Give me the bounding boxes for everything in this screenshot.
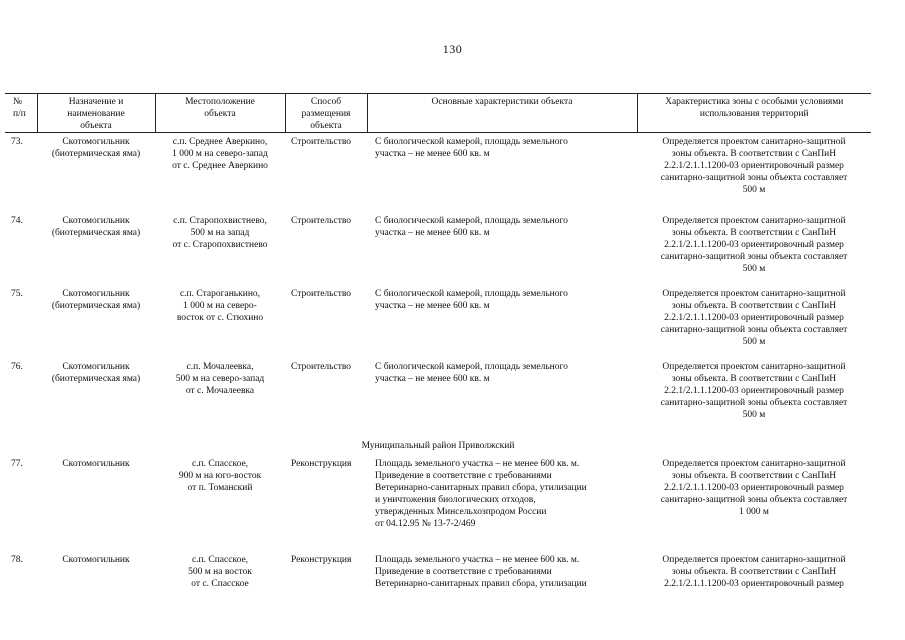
table-row	[5, 554, 871, 590]
table-row	[5, 351, 871, 430]
row-name: Скотомогильник (биотермическая яма)	[51, 289, 141, 311]
row-zone: Определяется проектом санитарно-защитной зоны объекта. В соответствии с СанПиН 2.2.1/2.1.1.1200-03 ориентировочный размер санитарно-защитной зоны объекта составляет 500 м	[660, 137, 848, 195]
row-method: Строительство	[291, 216, 352, 226]
table-header-row	[5, 94, 871, 133]
row-method: Строительство	[291, 289, 352, 299]
row-method: Реконструкция	[291, 459, 352, 469]
row-name: Скотомогильник	[62, 459, 130, 469]
region-heading-row	[5, 430, 871, 458]
row-characteristics: С биологической камерой, площадь земельного участка – не менее 600 кв. м	[375, 216, 568, 238]
table-row	[5, 133, 871, 206]
row-characteristics: С биологической камерой, площадь земельного участка – не менее 600 кв. м	[375, 362, 568, 384]
row-zone: Определяется проектом санитарно-защитной зоны объекта. В соответствии с СанПиН 2.2.1/2.1.1.1200-03 ориентировочный размер санитарно-защитной зоны объекта составляет 500 м	[660, 216, 848, 274]
header-placement-method: Способ размещения объекта	[285, 94, 367, 133]
row-number: 78.	[11, 555, 23, 565]
row-number: 74.	[11, 216, 23, 226]
row-number: 73.	[11, 137, 23, 147]
row-method: Строительство	[291, 137, 352, 147]
row-zone: Определяется проектом санитарно-защитной зоны объекта. В соответствии с СанПиН 2.2.1/2.1.1.1200-03 ориентировочный размер	[662, 555, 846, 589]
row-location: с.п. Спасское, 500 м на восток от с. Спасское	[188, 555, 252, 589]
row-characteristics: Площадь земельного участка – не менее 600 кв. м. Приведение в соответствие с требованиями Ветеринарно-санитарных правил сбора, утилизации и уничтожения биологических отходов, утвержденных Минсельхозпродом России от 04.12.95 № 13-7-2/469	[375, 459, 587, 529]
row-number: 75.	[11, 289, 23, 299]
page-number: 130	[442, 42, 463, 56]
row-location: с.п. Старопохвистнево, 500 м на запад от с. Старопохвистнево	[172, 216, 268, 250]
row-zone: Определяется проектом санитарно-защитной зоны объекта. В соответствии с СанПиН 2.2.1/2.1.1.1200-03 ориентировочный размер санитарно-защитной зоны объекта составляет 500 м	[660, 362, 848, 420]
table-row	[5, 458, 871, 554]
row-name: Скотомогильник (биотермическая яма)	[51, 216, 141, 238]
header-number: № п/п	[5, 94, 37, 133]
header-characteristics: Основные характеристики объекта	[367, 94, 637, 133]
row-name: Скотомогильник (биотермическая яма)	[51, 137, 141, 159]
objects-table	[5, 93, 871, 590]
header-location: Местоположение объекта	[155, 94, 285, 133]
row-zone: Определяется проектом санитарно-защитной зоны объекта. В соответствии с СанПиН 2.2.1/2.1.1.1200-03 ориентировочный размер санитарно-защитной зоны объекта составляет 500 м	[660, 289, 848, 347]
row-name: Скотомогильник	[62, 555, 130, 565]
row-characteristics: Площадь земельного участка – не менее 600 кв. м. Приведение в соответствие с требованиями Ветеринарно-санитарных правил сбора, утилизации	[375, 555, 587, 589]
row-characteristics: С биологической камерой, площадь земельного участка – не менее 600 кв. м	[375, 137, 568, 159]
row-location: с.п. Среднее Аверкино, 1 000 м на северо-запад от с. Среднее Аверкино	[172, 137, 268, 171]
header-purpose-name: Назначение и наименование объекта	[37, 94, 155, 133]
row-characteristics: С биологической камерой, площадь земельного участка – не менее 600 кв. м	[375, 289, 568, 311]
row-location: с.п. Староганькино, 1 000 м на северо- восток от с. Стюхино	[176, 289, 264, 323]
row-number: 76.	[11, 362, 23, 372]
row-zone: Определяется проектом санитарно-защитной зоны объекта. В соответствии с СанПиН 2.2.1/2.1.1.1200-03 ориентировочный размер санитарно-защитной зоны объекта составляет 1 000 м	[660, 459, 848, 517]
table-row	[5, 278, 871, 351]
row-method: Реконструкция	[291, 555, 352, 565]
row-name: Скотомогильник (биотермическая яма)	[51, 362, 141, 384]
table-row	[5, 205, 871, 278]
row-method: Строительство	[291, 362, 352, 372]
region-heading: Муниципальный район Приволжский	[361, 441, 515, 451]
row-location: с.п. Мочалеевка, 500 м на северо-запад от с. Мочалеевка	[175, 362, 265, 396]
row-location: с.п. Спасское, 900 м на юго-восток от п. Томанский	[178, 459, 262, 493]
row-number: 77.	[11, 459, 23, 469]
header-zone: Характеристика зоны с особыми условиями использования территорий	[637, 94, 871, 133]
